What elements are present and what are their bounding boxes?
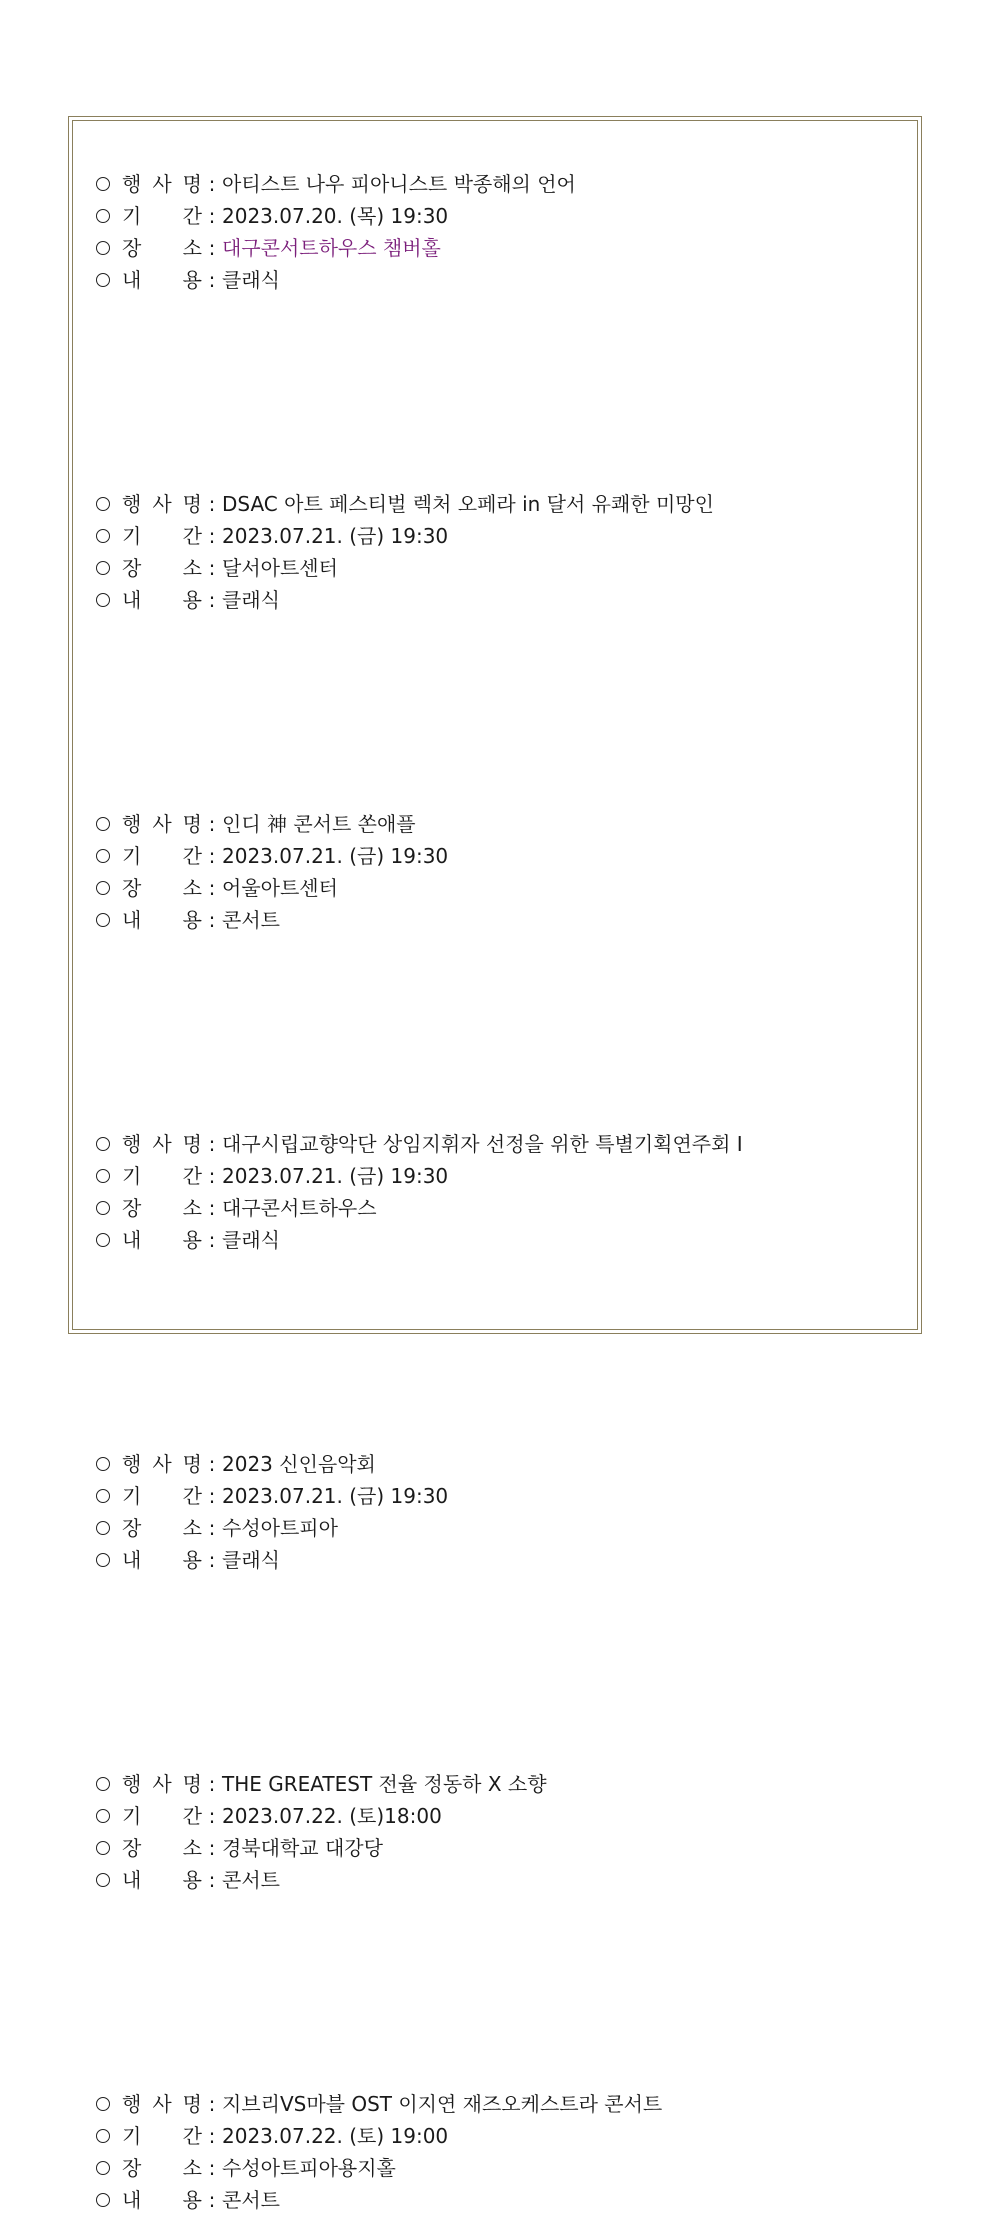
circle-bullet-icon <box>96 561 110 575</box>
label-colon: : <box>208 876 216 900</box>
event-name-row <box>94 488 894 520</box>
event-date-row <box>94 840 894 872</box>
event-venue-value: 대구콘서트하우스 챔버홀 <box>222 236 441 260</box>
label-colon: : <box>208 1132 216 1156</box>
event-date-row <box>94 520 894 552</box>
event-venue-row <box>94 232 894 264</box>
event-content-label: 내 용 <box>122 1228 202 1252</box>
event-date-value: 2023.07.20. (목) 19:30 <box>222 204 449 228</box>
label-colon: : <box>208 1804 216 1828</box>
label-colon: : <box>208 2124 216 2148</box>
label-colon: : <box>208 236 216 260</box>
label-colon: : <box>208 1516 216 1540</box>
circle-bullet-icon <box>96 1169 110 1183</box>
event-name-row <box>94 808 894 840</box>
event-venue-label: 장 소 <box>122 1196 202 1220</box>
label-colon: : <box>208 1868 216 1892</box>
event-venue-value: 달서아트센터 <box>222 556 338 580</box>
event-venue-row <box>94 1192 894 1224</box>
circle-bullet-icon <box>96 1553 110 1567</box>
event-content-row <box>94 584 894 616</box>
event-venue-label: 장 소 <box>122 876 202 900</box>
label-colon: : <box>208 1196 216 1220</box>
event-content-label: 내 용 <box>122 588 202 612</box>
event-date-label: 기 간 <box>122 844 202 868</box>
label-colon: : <box>208 844 216 868</box>
event-date-value: 2023.07.22. (토)18:00 <box>222 1804 442 1828</box>
label-colon: : <box>208 1548 216 1572</box>
event-entry <box>94 488 894 808</box>
event-venue-row <box>94 1832 894 1864</box>
event-content-value: 클래식 <box>222 268 280 292</box>
circle-bullet-icon <box>96 593 110 607</box>
circle-bullet-icon <box>96 1137 110 1151</box>
event-venue-row <box>94 872 894 904</box>
label-colon: : <box>208 2188 216 2212</box>
event-entry <box>94 808 894 1128</box>
event-name-label: 행 사 명 <box>122 1772 202 1796</box>
label-colon: : <box>208 556 216 580</box>
event-venue-label: 장 소 <box>122 2156 202 2180</box>
event-name-row <box>94 2088 894 2120</box>
label-colon: : <box>208 1452 216 1476</box>
event-name-value: 지브리VS마블 OST 이지연 재즈오케스트라 콘서트 <box>222 2092 663 2116</box>
event-date-value: 2023.07.21. (금) 19:30 <box>222 844 449 868</box>
circle-bullet-icon <box>96 1777 110 1791</box>
label-colon: : <box>208 2156 216 2180</box>
event-name-label: 행 사 명 <box>122 1132 202 1156</box>
label-colon: : <box>208 1772 216 1796</box>
event-content-row <box>94 1864 894 1896</box>
label-colon: : <box>208 1228 216 1252</box>
event-name-value: THE GREATEST 전율 정동하 X 소향 <box>222 1772 547 1796</box>
label-colon: : <box>208 1164 216 1188</box>
event-content-row <box>94 264 894 296</box>
event-content-value: 콘서트 <box>222 2188 280 2212</box>
event-venue-value: 수성아트피아 <box>222 1516 338 1540</box>
label-colon: : <box>208 492 216 516</box>
event-venue-row <box>94 552 894 584</box>
event-date-value: 2023.07.21. (금) 19:30 <box>222 1164 449 1188</box>
circle-bullet-icon <box>96 177 110 191</box>
circle-bullet-icon <box>96 913 110 927</box>
circle-bullet-icon <box>96 273 110 287</box>
event-date-label: 기 간 <box>122 204 202 228</box>
label-colon: : <box>208 204 216 228</box>
event-venue-row <box>94 2152 894 2184</box>
event-date-row <box>94 1160 894 1192</box>
label-colon: : <box>208 908 216 932</box>
event-name-value: 인디 神 콘서트 쏜애플 <box>222 812 416 836</box>
event-content-value: 클래식 <box>222 1228 280 1252</box>
event-content-value: 콘서트 <box>222 1868 280 1892</box>
label-colon: : <box>208 268 216 292</box>
event-venue-label: 장 소 <box>122 236 202 260</box>
event-date-label: 기 간 <box>122 1804 202 1828</box>
circle-bullet-icon <box>96 209 110 223</box>
label-colon: : <box>208 524 216 548</box>
event-name-label: 행 사 명 <box>122 172 202 196</box>
event-content-row <box>94 2184 894 2216</box>
event-name-row <box>94 1448 894 1480</box>
event-venue-label: 장 소 <box>122 1516 202 1540</box>
event-entry <box>94 1768 894 2088</box>
circle-bullet-icon <box>96 1521 110 1535</box>
event-entry <box>94 168 894 488</box>
event-date-value: 2023.07.21. (금) 19:30 <box>222 524 449 548</box>
event-content-label: 내 용 <box>122 1548 202 1572</box>
event-name-row <box>94 1128 894 1160</box>
event-content-row <box>94 1544 894 1576</box>
event-content-value: 클래식 <box>222 588 280 612</box>
circle-bullet-icon <box>96 497 110 511</box>
event-content-label: 내 용 <box>122 268 202 292</box>
event-name-value: DSAC 아트 페스티벌 렉처 오페라 in 달서 유쾌한 미망인 <box>222 492 714 516</box>
label-colon: : <box>208 588 216 612</box>
event-date-label: 기 간 <box>122 1484 202 1508</box>
event-content-label: 내 용 <box>122 2188 202 2212</box>
circle-bullet-icon <box>96 849 110 863</box>
circle-bullet-icon <box>96 2097 110 2111</box>
circle-bullet-icon <box>96 1841 110 1855</box>
circle-bullet-icon <box>96 817 110 831</box>
label-colon: : <box>208 2092 216 2116</box>
label-colon: : <box>208 1484 216 1508</box>
label-colon: : <box>208 1836 216 1860</box>
event-content-label: 내 용 <box>122 908 202 932</box>
event-name-label: 행 사 명 <box>122 1452 202 1476</box>
circle-bullet-icon <box>96 1809 110 1823</box>
circle-bullet-icon <box>96 241 110 255</box>
event-venue-row <box>94 1512 894 1544</box>
circle-bullet-icon <box>96 529 110 543</box>
event-content-value: 콘서트 <box>222 908 280 932</box>
event-entry <box>94 2088 894 2216</box>
circle-bullet-icon <box>96 1489 110 1503</box>
event-content-row <box>94 1224 894 1256</box>
event-date-label: 기 간 <box>122 2124 202 2148</box>
event-venue-label: 장 소 <box>122 1836 202 1860</box>
event-date-row <box>94 200 894 232</box>
event-name-value: 대구시립교향악단 상임지휘자 선정을 위한 특별기획연주회 Ⅰ <box>222 1132 743 1156</box>
event-date-value: 2023.07.21. (금) 19:30 <box>222 1484 449 1508</box>
circle-bullet-icon <box>96 881 110 895</box>
event-date-row <box>94 2120 894 2152</box>
circle-bullet-icon <box>96 1457 110 1471</box>
event-date-row <box>94 1800 894 1832</box>
event-venue-value: 수성아트피아용지홀 <box>222 2156 396 2180</box>
event-venue-value: 대구콘서트하우스 <box>222 1196 377 1220</box>
event-name-value: 2023 신인음악회 <box>222 1452 376 1476</box>
event-date-value: 2023.07.22. (토) 19:00 <box>222 2124 449 2148</box>
event-content-row <box>94 904 894 936</box>
circle-bullet-icon <box>96 2161 110 2175</box>
event-name-row <box>94 1768 894 1800</box>
event-entry <box>94 1448 894 1768</box>
event-content-label: 내 용 <box>122 1868 202 1892</box>
circle-bullet-icon <box>96 2193 110 2207</box>
event-name-label: 행 사 명 <box>122 492 202 516</box>
event-name-label: 행 사 명 <box>122 2092 202 2116</box>
event-date-row <box>94 1480 894 1512</box>
event-date-label: 기 간 <box>122 524 202 548</box>
circle-bullet-icon <box>96 2129 110 2143</box>
event-name-value: 아티스트 나우 피아니스트 박종해의 언어 <box>222 172 576 196</box>
event-venue-value: 경북대학교 대강당 <box>222 1836 383 1860</box>
event-date-label: 기 간 <box>122 1164 202 1188</box>
circle-bullet-icon <box>96 1233 110 1247</box>
event-list <box>94 168 894 2216</box>
circle-bullet-icon <box>96 1201 110 1215</box>
event-venue-label: 장 소 <box>122 556 202 580</box>
label-colon: : <box>208 812 216 836</box>
event-name-row <box>94 168 894 200</box>
event-entry <box>94 1128 894 1448</box>
circle-bullet-icon <box>96 1873 110 1887</box>
event-content-value: 클래식 <box>222 1548 280 1572</box>
label-colon: : <box>208 172 216 196</box>
event-name-label: 행 사 명 <box>122 812 202 836</box>
event-venue-value: 어울아트센터 <box>222 876 338 900</box>
